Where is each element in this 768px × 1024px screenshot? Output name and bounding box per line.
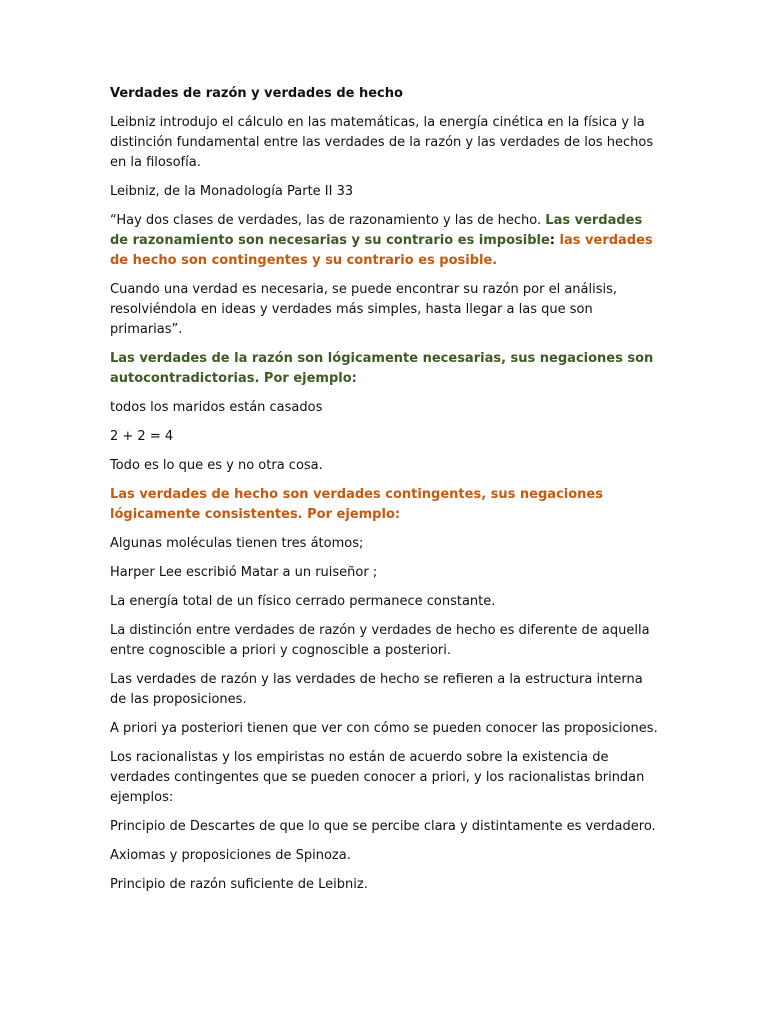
example-arithmetic: 2 + 2 = 4 [110, 429, 174, 444]
example-molecules: Algunas moléculas tienen tres átomos; [110, 536, 364, 551]
paragraph-source: Leibniz, de la Monadología Parte II 33 [110, 184, 354, 199]
example-married: todos los maridos están casados [110, 400, 323, 415]
paragraph-truths-of-fact: Las verdades de hecho son verdades contingentes, sus negaciones lógicamente consistentes. Por ejemplo: [110, 487, 603, 522]
paragraph-quote [110, 211, 660, 271]
example-spinoza: Axiomas y proposiciones de Spinoza. [110, 848, 351, 863]
document-body [110, 84, 660, 904]
example-energy: La energía total de un físico cerrado permanece constante. [110, 594, 496, 609]
example-descartes: Principio de Descartes de que lo que se percibe clara y distintamente es verdadero. [110, 819, 656, 834]
example-leibniz: Principio de razón suficiente de Leibniz. [110, 877, 368, 892]
paragraph-internal-structure: Las verdades de razón y las verdades de hecho se refieren a la estructura interna de las proposiciones. [110, 672, 643, 707]
paragraph-truths-of-reason: Las verdades de la razón son lógicamente necesarias, sus negaciones son autocontradictorias. Por ejemplo: [110, 351, 654, 386]
document-heading: Verdades de razón y verdades de hecho [110, 86, 403, 101]
paragraph-quote-continued: Cuando una verdad es necesaria, se puede encontrar su razón por el análisis, resolviéndola en ideas y verdades más simples, hasta llegar a las que son primarias”. [110, 282, 618, 337]
example-identity: Todo es lo que es y no otra cosa. [110, 458, 323, 473]
quote-green-text: Las verdades de razonamiento son necesarias y su contrario es imposible [110, 213, 643, 248]
paragraph-rationalists: Los racionalistas y los empiristas no están de acuerdo sobre la existencia de verdades contingentes que se pueden conocer a priori, y los racionalistas brindan ejemplos: [110, 750, 645, 805]
quote-orange-text: las verdades de hecho son contingentes y su contrario es posible. [110, 233, 653, 268]
quote-plain-text: “Hay dos clases de verdades, las de razonamiento y las de hecho. [110, 213, 546, 228]
paragraph-a-priori: A priori ya posteriori tienen que ver con cómo se pueden conocer las proposiciones. [110, 721, 658, 736]
paragraph-distinction: La distinción entre verdades de razón y verdades de hecho es diferente de aquella entre cognoscible a priori y cognoscible a posteriori. [110, 623, 650, 658]
quote-colon: : [549, 233, 560, 248]
paragraph-intro: Leibniz introdujo el cálculo en las matemáticas, la energía cinética en la física y la distinción fundamental entre las verdades de la razón y las verdades de los hechos en la filosofía. [110, 115, 654, 170]
example-harper-lee: Harper Lee escribió Matar a un ruiseñor ; [110, 565, 378, 580]
